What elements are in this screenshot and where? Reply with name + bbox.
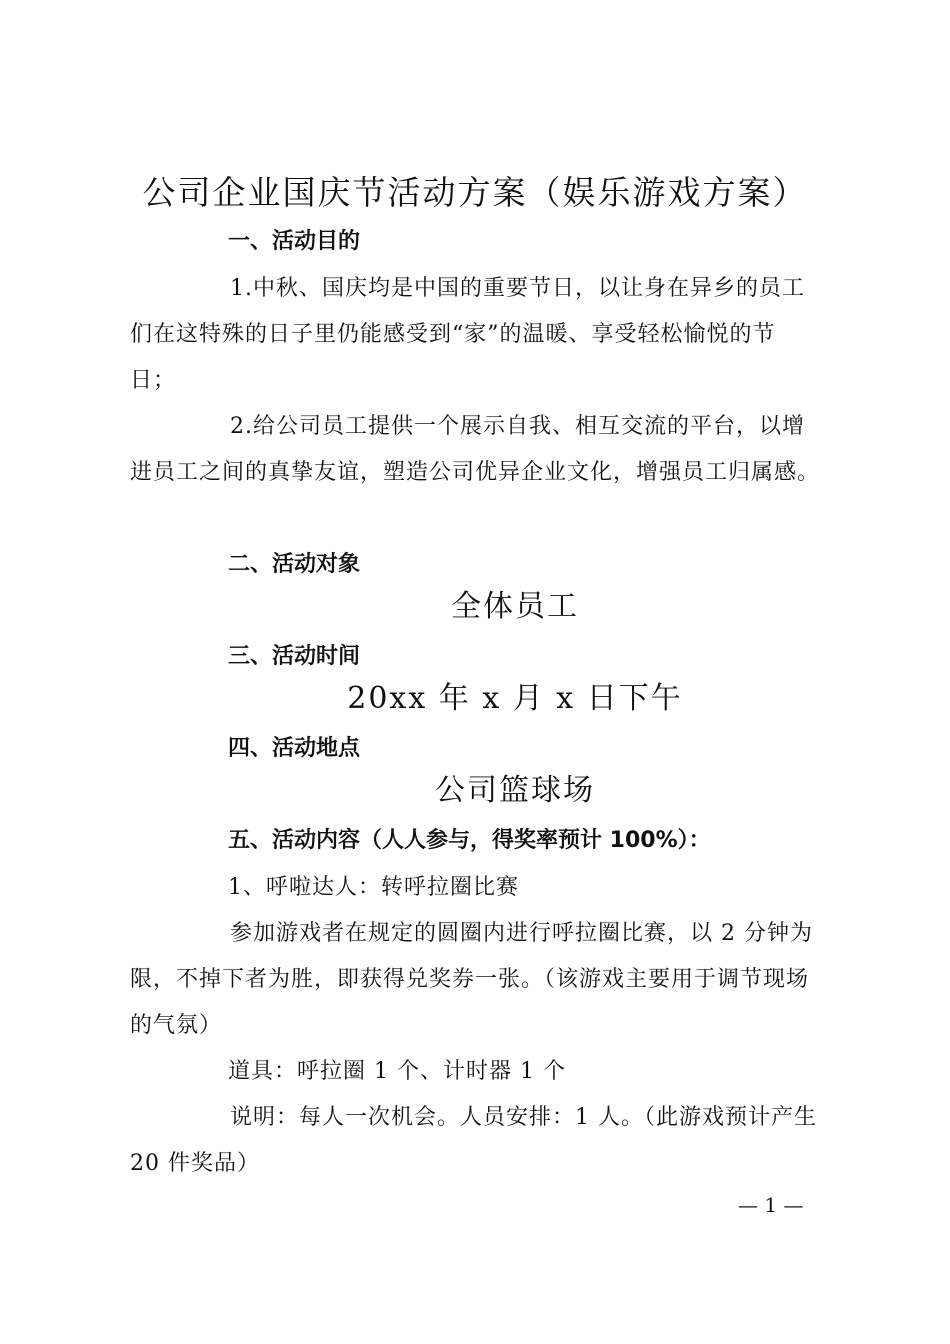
target-value: 全体员工	[451, 589, 579, 624]
section-heading-time: 三、活动时间	[228, 644, 361, 669]
page-number: — 1 —	[738, 1193, 804, 1217]
content-item-1-description: 参加游戏者在规定的圆圈内进行呼拉圈比赛，以 2 分钟为限，不掉下者为胜，即获得兑奖券一张。（该游戏主要用于调节现场的气氛）	[130, 921, 813, 1038]
purpose-paragraph-1: 1.中秋、国庆均是中国的重要节日，以让身在异乡的员工们在这特殊的日子里仍能感受到“家”的温暖、享受轻松愉悦的节日；	[130, 276, 805, 393]
content-item-1-title: 1、呼啦达人：转呼拉圈比赛	[228, 875, 519, 900]
content-item-1-props: 道具：呼拉圈 1 个、计时器 1 个	[228, 1059, 566, 1084]
section-heading-purpose: 一、活动目的	[228, 229, 361, 254]
section-heading-target: 二、活动对象	[228, 552, 361, 577]
purpose-paragraph-2: 2.给公司员工提供一个展示自我、相互交流的平台，以增进员工之间的真挚友谊，塑造公司优异企业文化，增强员工归属感。	[130, 414, 821, 485]
document-title: 公司企业国庆节活动方案（娱乐游戏方案）	[142, 173, 808, 212]
content-item-1-note: 说明：每人一次机会。人员安排：1 人。（此游戏预计产生 20 件奖品）	[130, 1105, 817, 1176]
location-value: 公司篮球场	[435, 773, 595, 808]
section-heading-location: 四、活动地点	[228, 736, 361, 761]
section-heading-content: 五、活动内容（人人参与，得奖率预计 100%）：	[228, 828, 711, 853]
time-value: 20xx 年 x 月 x 日下午	[347, 681, 683, 716]
